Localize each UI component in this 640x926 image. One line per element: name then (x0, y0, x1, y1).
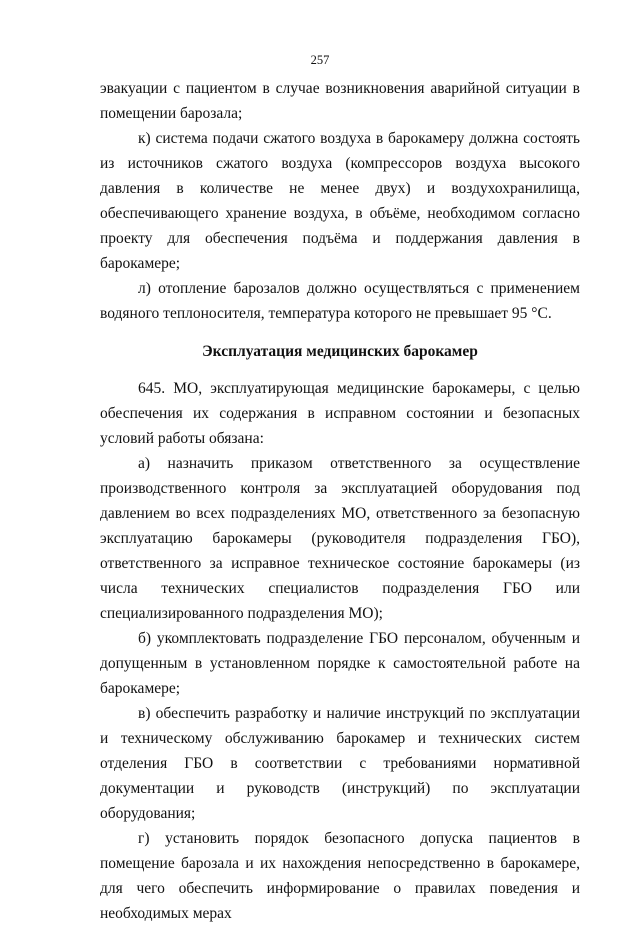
paragraph-item-v: в) обеспечить разработку и наличие инструкций по эксплуатации и техническому обслуживанию барокамер и технических систем отделения ГБО в соответствии с требованиями нормативной документации и руководств (инструкций) по эксплуатации оборудования; (100, 705, 580, 822)
page-number: 257 (310, 53, 330, 67)
paragraph-item-g: г) установить порядок безопасного допуска пациентов в помещение барозала и их нахождения непосредственно в барокамере, для чего обеспечить информирование о правилах поведения и необходимых мерах (100, 830, 580, 922)
paragraph-item-k: к) система подачи сжатого воздуха в барокамеру должна состоять из источников сжатого воздуха (компрессоров воздуха высокого давления в количестве не менее двух) и воздухохранилища, обеспечивающего хранение воздуха, в объёме, необходимом согласно проекту для обеспечения подъёма и поддержания давления в барокамере; (100, 130, 580, 272)
paragraph-item-a: а) назначить приказом ответственного за осуществление производственного контроля за эксплуатацией оборудования под давлением во всех подразделениях МО, ответственного за безопасную эксплуатацию барокамеры (руководителя подразделения ГБО), ответственного за исправное техническое состояние барокамеры (из числа технических специалистов подразделения ГБО или специализированного подразделения МО); (100, 455, 580, 622)
paragraph-645: 645. МО, эксплуатирующая медицинские барокамеры, с целью обеспечения их содержания в исправном состоянии и безопасных условий работы обязана: (100, 380, 580, 447)
paragraph-item-l: л) отопление барозалов должно осуществляться с применением водяного теплоносителя, температура которого не превышает 95 °С. (100, 280, 580, 322)
document-body (100, 76, 580, 926)
paragraph-item-b: б) укомплектовать подразделение ГБО персоналом, обученным и допущенным в установленном порядке к самостоятельной работе на барокамере; (100, 630, 580, 697)
paragraph-continuation: эвакуации с пациентом в случае возникновения аварийной ситуации в помещении барозала; (100, 80, 580, 122)
section-heading: Эксплуатация медицинских барокамер (202, 343, 478, 360)
